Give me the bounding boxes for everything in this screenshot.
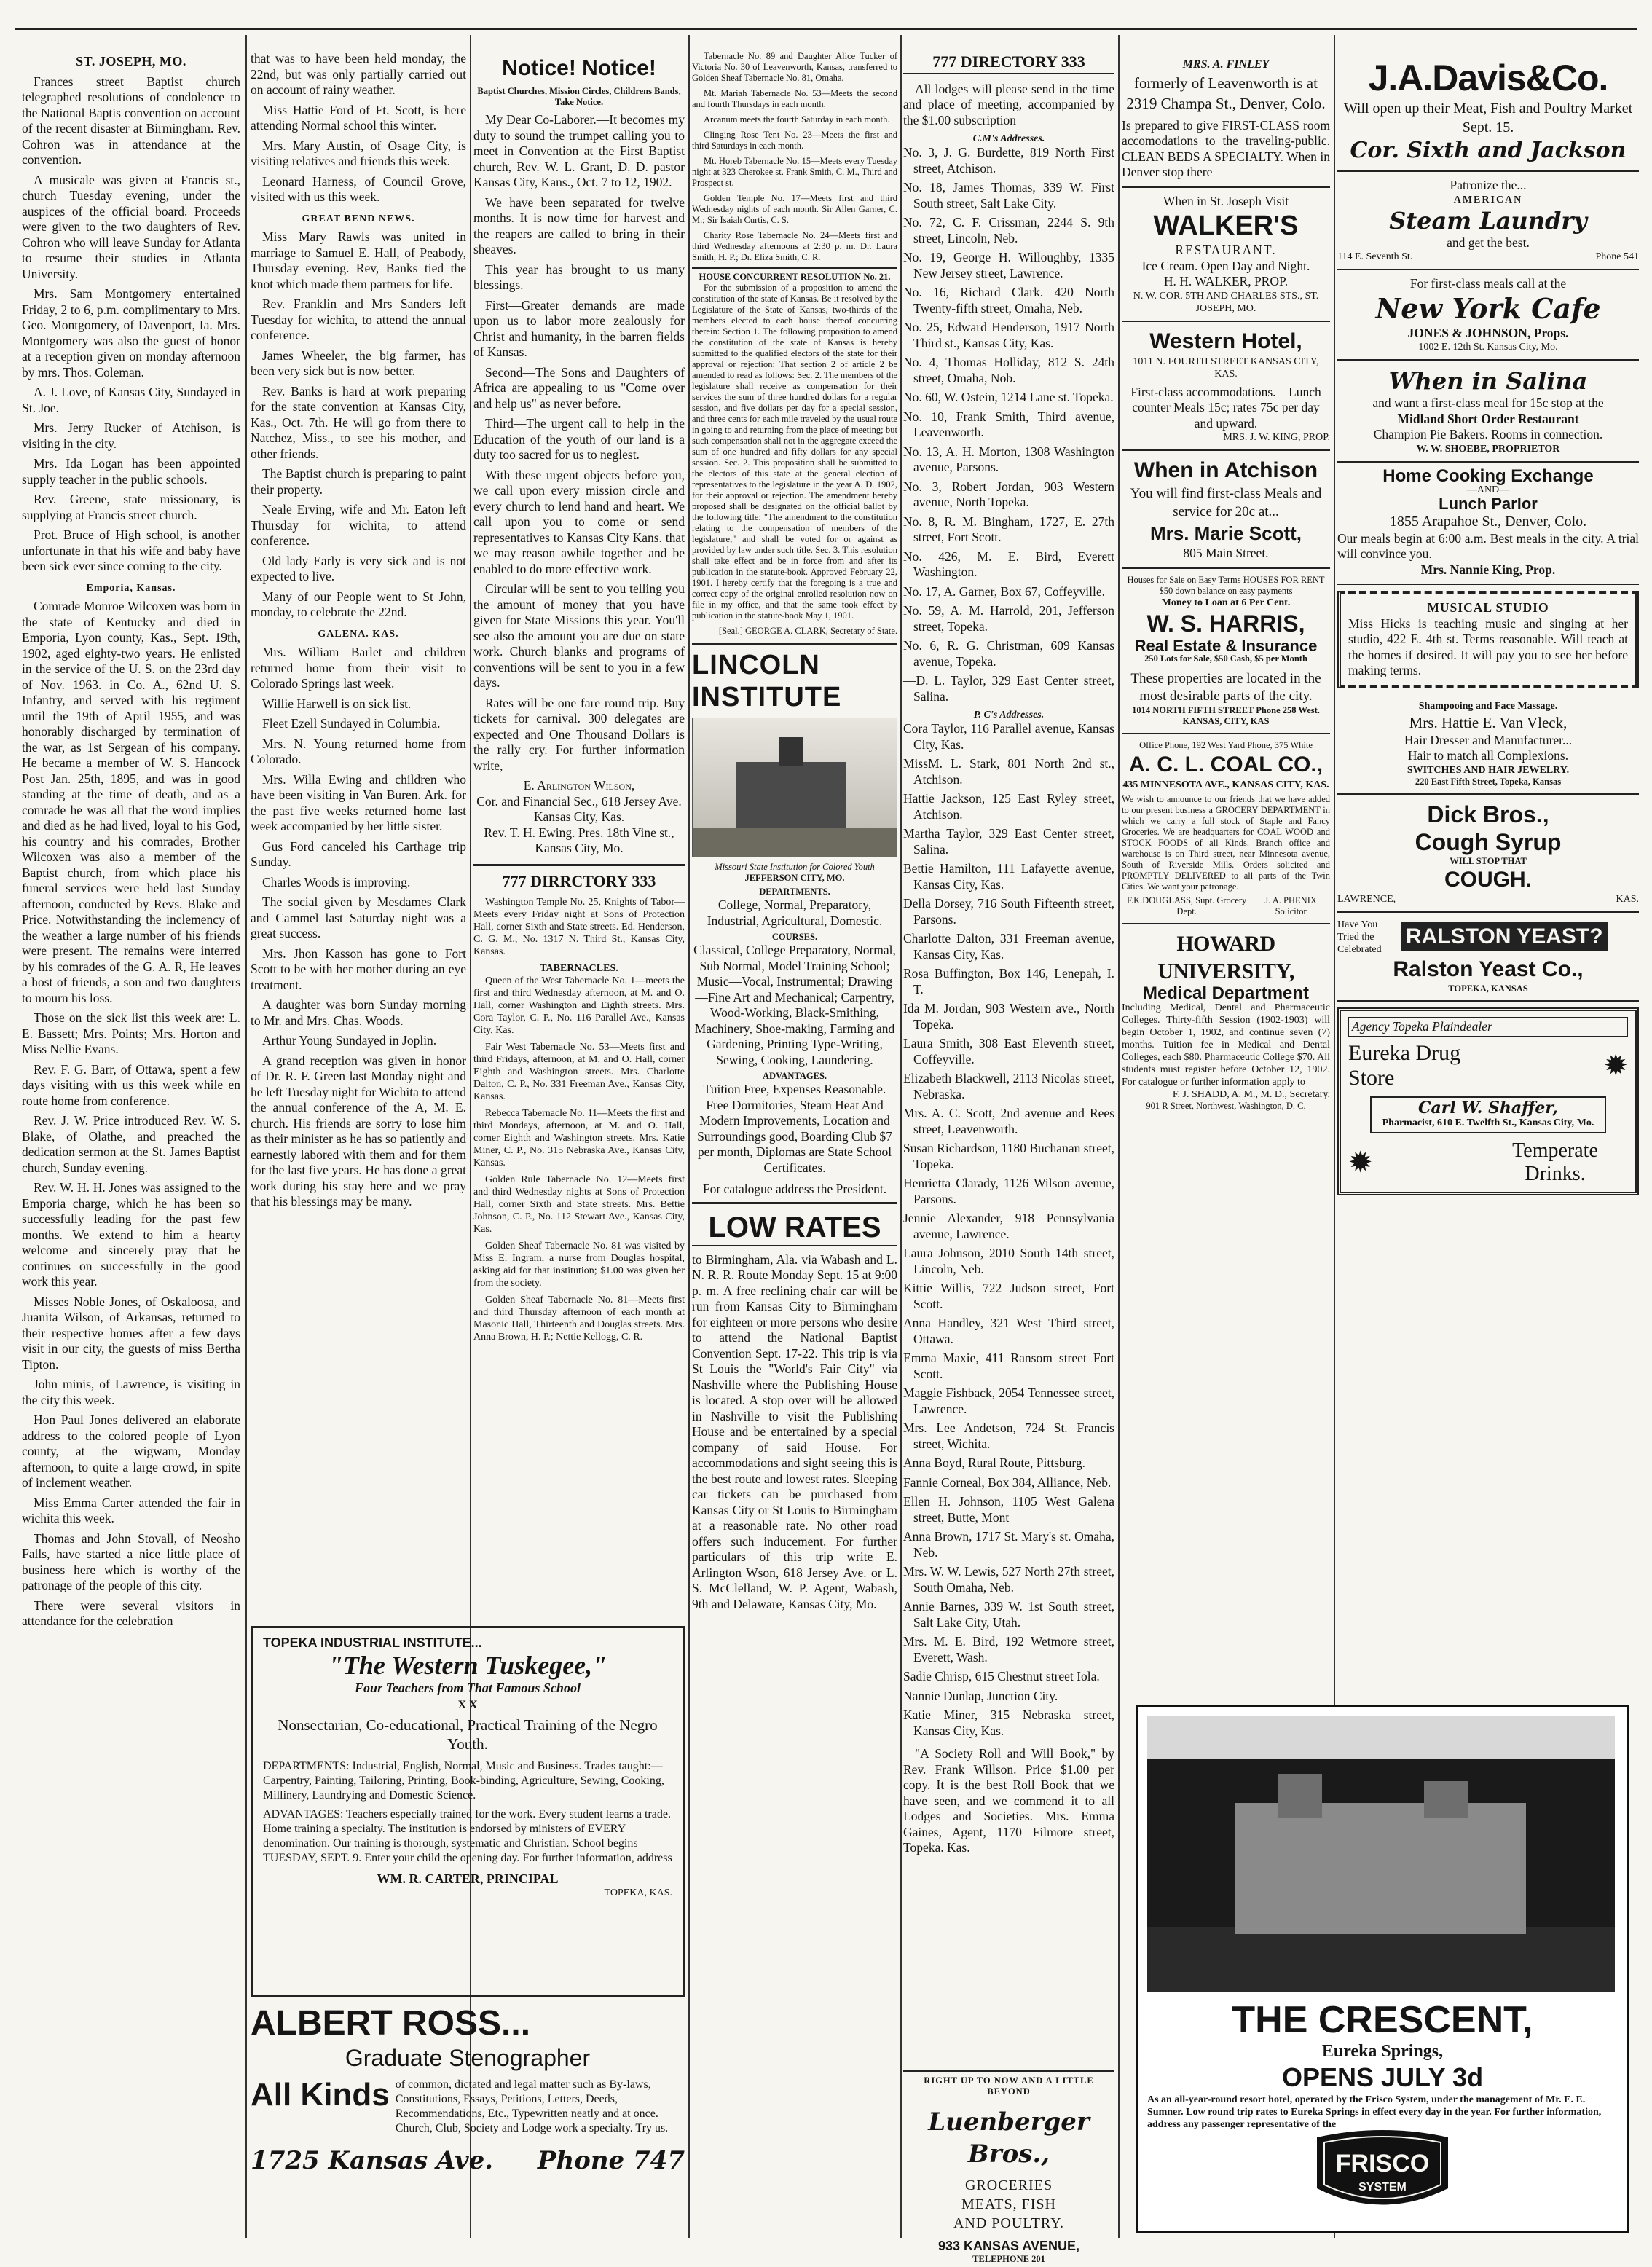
notice-paragraph: This year has brought to us many blessings.: [473, 262, 685, 292]
news-item: Mrs. Sam Montgomery entertained Friday, 2 to 6, p.m. complimentary to Mrs. Geo. Montgomery, of Davenport, Ia. Mrs. Montgomery was also the guest of honor at a reception given on monday afternoon by mrs. Thos. Coleman.: [22, 286, 240, 380]
pc-address: Mrs. Lee Andetson, 724 St. Francis street, Wichita.: [903, 1421, 1114, 1451]
walkers-ad: [1122, 188, 1330, 322]
news-item: Neale Erving, wife and Mr. Eaton left Thursday for wichita, to attend conference.: [251, 502, 466, 548]
cm-address: No. 17, A. Garner, Box 67, Coffeyville.: [903, 584, 1105, 599]
vleck-address: 220 East Fifth Street, Topeka, Kansas: [1415, 776, 1562, 787]
walker-intro: When in St. Joseph Visit: [1163, 193, 1289, 208]
ross-name: ALBERT ROSS...: [251, 2004, 531, 2043]
atchison-name: Mrs. Marie Scott,: [1149, 522, 1302, 544]
ad-ornament: X X: [457, 1699, 478, 1711]
crescent-name: THE CRESCENT,: [1232, 1999, 1533, 2041]
news-item: A daughter was born Sunday morning to Mr. and Mrs. Chas. Woods.: [251, 997, 466, 1028]
cm-heading: C.M's Addresses.: [972, 133, 1045, 144]
column-3: [473, 51, 685, 1661]
notice-paragraph: We have been separated for twelve months. It is now time for harvest and the reapers are called to bring in their sheaves.: [473, 195, 685, 256]
cm-address: No. 16, Richard Clark. 420 North Twenty-fifth street, Omaha, Neb.: [903, 285, 1114, 315]
directory-entry: Queen of the West Tabernacle No. 1—meets the first and third Wednesday afternoon, at M. and O. Hall, corner Washington and Eighth streets. Mrs. Cora Taylor, C. P., No. 116 Parallel Ave., Kansas City, Kas.: [473, 975, 685, 1036]
eureka-carl: Carl W. Shaffer,: [1418, 1099, 1558, 1117]
lincoln-institute-ad: [692, 643, 897, 1204]
directory-subhead: TABERNACLES.: [540, 963, 618, 974]
harris-text: These properties are located in the most desirable parts of the city.: [1130, 671, 1321, 704]
cm-address: No. 6, R. G. Christman, 609 Kansas avenue, Topeka.: [903, 638, 1114, 669]
laundry-address: 114 E. Seventh St.: [1337, 251, 1413, 262]
notice-subtitle: Baptist Churches, Mission Circles, Childrens Bands, Take Notice.: [477, 86, 681, 107]
news-item: Mrs. Ida Logan has been appointed supply teacher in the public schools.: [22, 456, 240, 487]
notice-paragraph: Second—The Sons and Daughters of Africa are appealing to us "Come over and help us" as never before.: [473, 364, 685, 411]
eureka-name: Eureka Drug Store: [1348, 1041, 1461, 1090]
lodge-entry: Mt. Mariah Tabernacle No. 53—Meets the second and fourth Thursdays in each month.: [692, 88, 897, 109]
laundry-american: AMERICAN: [1453, 194, 1523, 205]
harris-address: 1014 NORTH FIFTH STREET Phone 258 West. KANSAS, CITY, KAS: [1132, 705, 1320, 726]
pc-address: Mrs. A. C. Scott, 2nd avenue and Rees street, Leavenworth.: [903, 1106, 1114, 1136]
news-item: Willie Harwell is on sick list.: [262, 696, 412, 711]
eureka-drug-ad: [1337, 1007, 1639, 1195]
resolution-text: For the submission of a proposition to amend the constitution of the state of Kansas. Be it resolved by the Legislature of the State of Kansas, two-thirds of the members elected to each house thereof concurring therein: Section 1. The following proposition to amend the constitution of the state of Kansas is hereby submitted to the qualified electors of the state for their approval or rejection: That section 2 of article 2 be amended to read as follows: Sec. 2. The members of the legislature shall receive as compensation for their services the sum of three hundred dollars for a regular session, and five dollars per day for a special session, and three cents for each mile traveled by the usual route in going to and returning from the place of meeting; but such compensation shall not in the aggregate exceed the sum of one hundred and fifty dollars for any special session. Sec. 2. This proposition shall be submitted to the electors of this state at the general election of representatives to the legislature in the year A. D. 1902, for their approval or rejection. The amendment hereby proposed shall be designated on the official ballot by the following title: "The amendment to the constitution relating to the compensation of members of the legislature," and shall be voted for or against as provided by law under such title. Sec. 3. This resolution shall take effect and be in force from and after its publication in the statute-book. Approved February 22, 1901. I hereby certify that the foregoing is a true and correct copy of the original enrolled resolution now on file in my office, and that the same took effect by publication in the statute-book May 1, 1901.: [692, 283, 897, 621]
news-item: Mrs. Willa Ewing and children who have been visiting in Van Buren. Ark. for the past five weeks returned home last week accompanied by her little sister.: [251, 771, 466, 833]
column-6: [1122, 51, 1330, 1683]
advantages-text: Tuition Free, Expenses Reasonable. Free Dormitories, Steam Heat And Modern Improvements, Location and Surroundings good, Boarding Club $7 per month, Diplomas are State School Certificates.: [697, 1082, 892, 1175]
notice-title: Notice! Notice!: [502, 56, 656, 80]
harris-name: W. S. HARRIS,: [1146, 610, 1305, 637]
grocer-text: GROCERIES MEATS, FISH AND POULTRY.: [953, 2177, 1065, 2231]
walker-name: WALKER'S: [1153, 211, 1299, 241]
pc-address: Kittie Willis, 722 Judson street, Fort Scott.: [903, 1281, 1114, 1311]
ralston-question: RALSTON YEAST?: [1401, 922, 1608, 951]
pc-address: Susan Richardson, 1180 Buchanan street, Topeka.: [903, 1141, 1114, 1171]
directory-entry: Washington Temple No. 25, Knights of Tabor—Meets every Friday night at Sons of Protection Hall, corner Sixth and State streets. Ed. Henderson, C. G. M., No. 1317 N. Third St., Kansas City, Kansas.: [473, 897, 685, 957]
news-item: Arthur Young Sundayed in Joplin.: [262, 1033, 437, 1048]
news-item: Mrs. Mary Austin, of Osage City, is visiting relatives and friends this week.: [251, 138, 466, 168]
signature: E. Arlington Wilson,: [523, 778, 635, 793]
news-item: There were several visitors in attendance for the celebration: [22, 1598, 240, 1628]
finley-name: MRS. A. FINLEY: [1182, 58, 1270, 71]
western-prop: MRS. J. W. KING, PROP.: [1223, 432, 1330, 443]
news-item: James Wheeler, the big farmer, has been very sick but is now better.: [251, 347, 466, 378]
pc-address: Laura Smith, 308 East Eleventh street, Coffeyville.: [903, 1036, 1114, 1066]
eureka-agency: Agency Topeka Plaindealer: [1348, 1017, 1628, 1037]
cm-address: No. 59, A. M. Harrold, 201, Jefferson street, Topeka.: [903, 603, 1114, 634]
music-heading: MUSICAL STUDIO: [1427, 600, 1549, 615]
news-item: The social given by Mesdames Clark and Cammel last Saturday night was a great success.: [251, 895, 466, 940]
luenberger-ad: [903, 2070, 1114, 2264]
crescent-opens: OPENS JULY 3d: [1281, 2062, 1484, 2092]
ralston-name: Ralston Yeast Co.,: [1393, 956, 1584, 981]
davis-name: J.A.Davis&Co.: [1368, 58, 1608, 98]
musical-studio-ad: [1337, 591, 1639, 688]
walker-address: N. W. COR. 5TH AND CHARLES STS., ST. JOSEPH, MO.: [1133, 290, 1319, 314]
hotel-photo: [1147, 1716, 1615, 1992]
salina-prop: W. W. SHOEBE, PROPRIETOR: [1416, 443, 1560, 455]
directory-entry: Golden Rule Tabernacle No. 12—Meets first and third Wednesday nights at Sons of Protection Hall, corner Sixth and State streets. Mrs. Bettie Johnson, C. P., No. 112 Stewart Ave., Kansas City, Kas.: [473, 1174, 685, 1235]
topeka-institute-ad: [251, 1626, 685, 1997]
albert-ross-ad: [251, 2003, 685, 2236]
pc-address: Maggie Fishback, 2054 Tennessee street, Lawrence.: [903, 1386, 1114, 1416]
cm-address: No. 13, A. H. Morton, 1308 Washington avenue, Parsons.: [903, 444, 1114, 474]
society-roll-notice: "A Society Roll and Will Book," by Rev. Frank Willson. Price $1.00 per copy. It is the best Roll Book that we have seen, and we commend it to all Lodges and Societies. Mrs. Emma Gaines, Agent, 1170 Filmore street, Topeka. Kas.: [903, 1746, 1114, 1855]
notice-paragraph: Third—The urgent call to help in the Education of the youth of our land is a duty too sacred for us to neglest.: [473, 416, 685, 462]
news-item: A. J. Love, of Kansas City, Sundayed in St. Joe.: [22, 385, 240, 415]
lodge-entry: Tabernacle No. 89 and Daughter Alice Tucker of Victoria No. 30 of Leavenworth, Kansas, transferred to Golden Sheaf Tabernacle No. 81, Omaha.: [692, 51, 897, 83]
pc-address: Hattie Jackson, 125 East Ryley street, Atchison.: [903, 791, 1114, 822]
directory-entry: Golden Sheaf Tabernacle No. 81—Meets first and third Thursday afternoon of each month at Masonic Hall, Thirteenth and Douglas streets. Mrs. Anna Brown, H. P.; Nettie Kellogg, C. R.: [473, 1294, 685, 1343]
dick-state: KAS.: [1616, 893, 1639, 905]
news-item: Miss Emma Carter attended the fair in wichita this week.: [22, 1495, 240, 1525]
pc-address: Sadie Chrisp, 615 Chestnut street Iola.: [903, 1669, 1100, 1683]
crescent-text: As an all-year-round resort hotel, operated by the Frisco System, under the management of Mr. E. E. Sumner. Low round trip rates to Eureka Springs in effect every day in the year. For further information, address any passenger representative of the: [1147, 2094, 1602, 2130]
home-address: 1855 Arapahoe St., Denver, Colo.: [1389, 513, 1587, 530]
pc-address: Della Dorsey, 716 South Fifteenth street, Parsons.: [903, 896, 1114, 927]
notice-paragraph: My Dear Co-Laborer.—It becomes my duty to sound the trumpet calling you to meet in Convention at the First Baptist church, Rev. W. L. Grant, D. D. pastor Kansas City, Kans., Oct. 7 to 12, 1902.: [473, 112, 685, 189]
news-item: Hon Paul Jones delivered an elaborate address to the colored people of Lyon county, at the wigwam, Monday afternoon, to quite a large crowd, in spite of inclement weather.: [22, 1413, 240, 1490]
cm-address: No. 426, M. E. Bird, Everett Washington.: [903, 549, 1114, 579]
howard-address: 901 R Street, Northwest, Washington, D. C.: [1146, 1100, 1306, 1111]
cafe-intro: For first-class meals call at the: [1409, 276, 1567, 291]
home-text: Our meals begin at 6:00 a.m. Best meals in the city. A trial will convince you.: [1337, 530, 1639, 561]
pc-address: Henrietta Clarady, 1126 Wilson avenue, Parsons.: [903, 1176, 1114, 1206]
resolution-heading: HOUSE CONCURRENT RESOLUTION No. 21.: [699, 272, 891, 282]
pc-address: Bettie Hamilton, 111 Lafayette avenue, Kansas City, Kas.: [903, 861, 1114, 892]
news-item: Rev. J. W. Price introduced Rev. W. S. Blake, of Olathe, and preached the dedication sermon at the St. James Baptist church, Sunday evening.: [22, 1113, 240, 1175]
crescent-ad: [1136, 1705, 1629, 2233]
grocer-telephone: TELEPHONE 201: [972, 2254, 1045, 2264]
crescent-location: Eureka Springs,: [1321, 2042, 1444, 2061]
signature: Rev. T. H. Ewing. Pres. 18th Vine st., Kansas City, Mo.: [484, 825, 674, 855]
coal-phone: Office Phone, 192 West Yard Phone, 375 White: [1139, 740, 1313, 750]
music-text: Miss Hicks is teaching music and singing at her studio, 422 E. 4th st. Terms reasonable. Will teach at the homes if desired. It will pay you to see her before making terms.: [1348, 616, 1628, 677]
column-rule: [900, 35, 902, 2238]
news-item: Rev. W. H. H. Jones was assigned to the Emporia charge, which he has been so successfully leading for the past few months. We extend to him a hearty welcome and sincerely pray that he continues on successfully in the good work this year.: [22, 1180, 240, 1289]
vleck-text: Hair to match all Complexions.: [1407, 748, 1569, 763]
departments-text: College, Normal, Preparatory, Industrial, Agricultural, Domestic.: [707, 897, 883, 928]
cafe-props: JONES & JOHNSON, Props.: [1407, 325, 1569, 340]
cm-address: No. 4, Thomas Holliday, 812 S. 24th street, Omaha, Nob.: [903, 355, 1114, 385]
home-sub: Lunch Parlor: [1439, 495, 1538, 513]
dick-name: Dick Bros.,: [1427, 801, 1549, 828]
news-item: Gus Ford canceled his Carthage trip Sunday.: [251, 838, 466, 869]
ralston-ad: [1337, 913, 1639, 1002]
ad-subtitle: Four Teachers from That Famous School: [355, 1681, 581, 1695]
coal-text: We wish to announce to our friends that we have added to our present business a GROCERY DEPARTMENT in which we carry a full stock of Staple and Fancy Groceries. We are headquarters for COAL WOOD and STOCK FOODS of all Kinds. Branch office and warehouse is on Third street, near Minnesota avenue, South of Riverside Mills. Orders solicited and PROMPTLY DELIVERED to all parts of the Twin Cities. We want your patronage.: [1122, 794, 1330, 892]
directory-section: [473, 864, 685, 1344]
pc-address: Mrs. M. E. Bird, 192 Wetmore street, Everett, Wash.: [903, 1634, 1114, 1665]
coal-signer: F.K.DOUGLASS, Supt. Grocery Dept.: [1127, 895, 1247, 916]
harris-loan: Money to Loan at 6 Per Cent.: [1161, 597, 1291, 608]
harris-top: Houses for Sale on Easy Terms HOUSES FOR RENT $50 down balance on easy payments: [1127, 574, 1325, 596]
vleck-name: Mrs. Hattie E. Van Vleck,: [1409, 713, 1568, 731]
lincoln-city: JEFFERSON CITY, MO.: [744, 873, 845, 883]
dick-will: WILL STOP THAT: [1450, 855, 1527, 866]
atchison-address: 805 Main Street.: [1183, 546, 1269, 560]
atchison-text: You will find first-class Meals and service for 20c at...: [1130, 486, 1322, 519]
cm-address: No. 10, Frank Smith, Third avenue, Leavenworth.: [903, 409, 1114, 439]
lodge-entry: Golden Temple No. 17—Meets first and third Wednesday nights of each month. Sir Allen Garner, C. M.; Sir Isaiah Curtis, C. S.: [692, 193, 897, 225]
ross-all-kinds: All Kinds: [251, 2077, 390, 2113]
notice-paragraph: With these urgent objects before you, we call upon every mission circle and every church to lend hand and heart. We call upon you to come or send representatives to Kansas City Kans. that we may reason awhile together and be enabled to do more effective work.: [473, 467, 685, 576]
walker-text: Ice Cream. Open Day and Night.: [1141, 258, 1310, 273]
finley-ad: [1122, 51, 1330, 188]
salina-name: Midland Short Order Restaurant: [1397, 411, 1579, 426]
news-item: Comrade Monroe Wilcoxen was born in the state of Kentucky and died in Emporia, Lyon county, Kas., Sept. 19th, 1902, aged eighty-two years. He enlisted in the service of the U. S. on the 23rd day of Nov. 1963. in Co. A., 62nd U. S. Infantry, and served with his regiment until the 19th of April 1955, and was honorably discharged by termination of the war, as 1st Sergean of his company. He became a member of W. S. Hancock Post Jan. 25th, 1895, and was in good standing at the time of death, and as a comrade he was all that the word implies and died as he had lived, loyal to his God, his country and his comrades, Brother Wilcoxen was also a member of the Baptist church, from which place his funeral services were held last Sunday afternoon, conducted by Revs. Blake and Price. Notwithstanding the inclemency of the weather a large number of his friends were present. The remains were interred by his comrades of the G. A. R, He leaves a host of friends, a son and two daughters to mourn his loss.: [22, 599, 240, 1005]
news-item: Mrs. William Barlet and children returned home from their visit to Colorado Springs last week.: [251, 645, 466, 691]
departments-heading: DEPARTMENTS.: [759, 887, 830, 897]
lodge-entry: Clinging Rose Tent No. 23—Meets the first and third Saturdays in each month.: [692, 130, 897, 151]
cm-address: No. 3, J. G. Burdette, 819 North First street, Atchison.: [903, 145, 1114, 176]
column-2: [251, 51, 466, 1661]
pc-heading: P. C's Addresses.: [973, 710, 1045, 720]
cm-address: —D. L. Taylor, 329 East Center street, Salina.: [903, 673, 1114, 704]
news-item: that was to have been held monday, the 22nd, but was only partially carried out on account of rainy weather.: [251, 51, 466, 97]
cm-address: No. 72, C. F. Crissman, 2244 S. 9th street, Lincoln, Neb.: [903, 215, 1114, 245]
low-rates-text: to Birmingham, Ala. via Wabash and L. N. R. R. Route Monday Sept. 15 at 9:00 p. m. A free reclining chair car will be run from Kansas City to Birmingham for eighteen or more persons who desire to attend the National Baptist Convention Sept. 17-22. This trip is via St Louis the "World's Fair City" via Nashville where the Publishing House is located. A stop over will be allowed in Nashville to visit the Publishing House and be entertained by a special company of said House. For accommodations and sight seeing this is the best route and lowest rates. Sleeping car tickets can be purchased from Kansas City or St Louis to Birmingham at a reasonable rate. No other road offers such inducement. For further particulars of this trip write E. Arlington Wson, 618 Jersey Ave. or L. S. McClelland, W. P. Agent, Wabash, 9th and Delaware, Kansas City, Mo.: [692, 1252, 897, 1611]
directory-heading: 777 DIRRCTORY 333: [502, 871, 656, 890]
notice-paragraph: First—Greater demands are made upon us to labor more zealously for Christ and humanity, in the barren fields of Kansas.: [473, 297, 685, 359]
ad-description: Nonsectarian, Co-educational, Practical Training of the Negro Youth.: [278, 1716, 658, 1753]
lincoln-title: LINCOLN INSTITUTE: [692, 650, 842, 712]
dick-city: LAWRENCE,: [1337, 893, 1396, 905]
dick-cough: COUGH.: [1444, 867, 1532, 892]
column-1: [22, 51, 240, 2236]
atchison-ad: [1122, 451, 1330, 569]
ross-subtitle: Graduate Stenographer: [345, 2045, 591, 2071]
advantages-heading: ADVANTAGES.: [762, 1071, 827, 1081]
news-item: Miss Hattie Ford of Ft. Scott, is here attending Normal school this winter.: [251, 102, 466, 133]
directory-heading: 777 DIRECTORY 333: [903, 54, 1114, 74]
davis-location: Cor. Sixth and Jackson: [1350, 138, 1627, 163]
signature: Cor. and Financial Sec., 618 Jersey Ave. Kansas City, Kas.: [476, 793, 682, 824]
notice-paragraph: Rates will be one fare round trip. Buy tickets for carnival. 300 delegates are expected and One Thousand Dollars is the rally cry. For further information write,: [473, 695, 685, 773]
news-item: A musicale was given at Francis st., church Tuesday evening, under the auspices of the official board. Proceeds were given to the two daughters of Rev. Cohron who will leave Sunday for Atlanta to resume their studies in Atlanta University.: [22, 172, 240, 281]
laundry-name: Steam Laundry: [1389, 206, 1587, 235]
resolution-signature: [Seal.] GEORGE A. CLARK, Secretary of State.: [718, 626, 897, 636]
pc-address: Ellen H. Johnson, 1105 West Galena street, Butte, Mont: [903, 1494, 1114, 1525]
coal-signer: J. A. PHENIX Solicitor: [1264, 895, 1317, 916]
howard-name: HOWARD UNIVERSITY,: [1157, 932, 1294, 983]
pc-address: Rosa Buffington, Box 146, Lenepah, I. T.: [903, 966, 1114, 997]
pc-address: Elizabeth Blackwell, 2113 Nicolas street, Nebraska.: [903, 1071, 1114, 1101]
vleck-sub: Hair Dresser and Manufacturer...: [1404, 732, 1573, 747]
ad-city: TOPEKA, KAS.: [604, 1887, 672, 1898]
coal-company-ad: [1122, 734, 1330, 924]
notice-paragraph: Circular will be sent to you telling you the amount of money that you have given for State Missions this year. You'll see also the amount you are due on state work. Church blanks and programs of conventions will be sent to you in a few days.: [473, 581, 685, 690]
courses-text: Classical, College Preparatory, Normal, Sub Normal, Model Training School; Music—Vocal, Instrumental; Drawing—Fine Art and Mechanical; Carpentry, Wood-Working, Black-Smithing, Machinery, Shoe-making, Farming and Gardening, Printing Type-Writing, Sewing, Cooking, Laundering.: [693, 943, 896, 1067]
laundry-phone: Phone 541: [1595, 251, 1639, 262]
column-rule: [245, 35, 247, 2238]
pc-address: Anna Brown, 1717 St. Mary's st. Omaha, Neb.: [903, 1529, 1114, 1560]
lodge-entry: Charity Rose Tabernacle No. 24—Meets first and third Wednesday afternoons at 2:30 p. m. Dr. Laura Smith, H. P.; Dr. Eliza Smith, C. R.: [692, 230, 897, 262]
news-item: John minis, of Lawrence, is visiting in the city this week.: [22, 1377, 240, 1407]
star-ornament-icon: ✹: [1348, 1145, 1373, 1179]
western-address: 1011 N. FOURTH STREET KANSAS CITY, KAS.: [1133, 355, 1319, 380]
pc-address: Katie Miner, 315 Nebraska street, Kansas City, Kas.: [903, 1708, 1114, 1738]
pc-address: Annie Barnes, 339 W. 1st South street, Salt Lake City, Utah.: [903, 1599, 1114, 1630]
finley-text: Is prepared to give FIRST-CLASS room accomodations to the traveling-public. CLEAN BEDS A SPECIALTY. When in Denver stop there: [1122, 117, 1330, 179]
pc-address: Ida M. Jordan, 903 Western ave., North Topeka.: [903, 1001, 1114, 1032]
grocer-tagline: RIGHT UP TO NOW AND A LITTLE BEYOND: [924, 2075, 1094, 2097]
section-heading: ST. JOSEPH, MO.: [76, 54, 186, 68]
pc-address: Martha Taylor, 329 East Center street, Salina.: [903, 826, 1114, 857]
pc-address: Emma Maxie, 411 Ransom street Fort Scott.: [903, 1351, 1114, 1381]
catalogue-note: For catalogue address the President.: [702, 1182, 887, 1196]
laundry-intro: Patronize the...: [1450, 178, 1527, 192]
column-4: [692, 51, 897, 2236]
dick-bros-ad: [1337, 795, 1639, 913]
coal-address: 435 MINNESOTA AVE., KANSAS CITY, KAS.: [1122, 779, 1329, 790]
cm-address: No. 25, Edward Henderson, 1917 North Third st., Kansas City, Kas.: [903, 320, 1114, 350]
low-rates-title: LOW RATES: [692, 1210, 897, 1246]
davis-ad: [1337, 51, 1639, 172]
cm-address: No. 3, Robert Jordan, 903 Western avenue, North Topeka.: [903, 479, 1114, 509]
news-item: The Baptist church is preparing to paint their property.: [251, 466, 466, 497]
news-item: Rev. Greene, state missionary, is supplying at Francis street church.: [22, 492, 240, 522]
news-item: Charles Woods is improving.: [262, 874, 411, 889]
eureka-address: Pharmacist, 610 E. Twelfth St., Kansas City, Mo.: [1382, 1117, 1594, 1128]
section-heading: Emporia, Kansas.: [86, 582, 176, 594]
news-item: Misses Noble Jones, of Oskaloosa, and Juanita Wilson, of Arkansas, returned to their respective homes after a few days visit in our city, the guests of miss Bertha Tipton.: [22, 1294, 240, 1372]
cafe-ad: [1337, 270, 1639, 361]
howard-university-ad: [1122, 924, 1330, 1117]
dick-sub: Cough Syrup: [1415, 828, 1562, 855]
lincoln-subtitle: Missouri State Institution for Colored Youth: [715, 862, 875, 872]
news-item: Mrs. Jhon Kasson has gone to Fort Scott to be with her mother during an eye treatment.: [251, 946, 466, 992]
ross-address: 1725 Kansas Ave.: [251, 2146, 494, 2175]
news-item: Rev. Banks is hard at work preparing for the state convention at Kansas City, Kas., Oct. 7th. He will go from there to Natchez, Miss., to see his mother, and other friends.: [251, 383, 466, 461]
news-item: A grand reception was given in honor of Dr. R. F. Green last Monday night and he left Tuesday night for Wichita to attend the annual conference of the A, M. E. church. His friends are sorry to lose him as their minister as he has so patiently and earnestly labored with them and for them for the last five years. He has done a great work during his stay here and we pray that his blessings may be many.: [251, 1053, 466, 1209]
pc-address: Mrs. W. W. Lewis, 527 North 27th street, South Omaha, Neb.: [903, 1564, 1114, 1595]
news-item: Many of our People went to St John, monday, to celebrate the 22nd.: [251, 589, 466, 619]
news-item: Fleet Ezell Sundayed in Columbia.: [262, 716, 441, 731]
lodge-entry: Arcanum meets the fourth Saturday in each month.: [704, 114, 890, 125]
cm-address: No. 60, W. Ostein, 1214 Lane st. Topeka.: [903, 390, 1114, 404]
news-item: Those on the sick list this week are: L. E. Bassett; Mrs. Points; Mrs. Horton and Miss Nellie Evans.: [22, 1010, 240, 1056]
grocer-address: 933 KANSAS AVENUE,: [937, 2239, 1080, 2253]
howard-text: Including Medical, Dental and Pharmaceutic Colleges. Thirty-fifth Session (1902-1903) will begin October 1, 1902, and continue seven (7) months. Tuition fee in Medical and Dental Colleges, each $80. Pharmaceutic College $70. All students must register before October 12, 1902. For catalogue or further information apply to: [1122, 1002, 1330, 1088]
home-and: —AND—: [1466, 484, 1510, 495]
harris-lots: 250 Lots for Sale, $50 Cash, $5 per Month: [1144, 653, 1307, 664]
walker-prop: H. H. WALKER, PROP.: [1163, 274, 1289, 288]
ross-text: of common, dictated and legal matter such as By-laws, Constitutions, Essays, Petitions, Letters, Deeds, Recommendations, Etc., Typewritten neatly and at once. Church, Club, Society and Lodge work a specialty. Try us.: [395, 2078, 669, 2134]
ralston-intro: Have You Tried the Celebrated: [1337, 919, 1382, 955]
courses-heading: COURSES.: [771, 932, 818, 942]
column-5: [903, 51, 1114, 2062]
atchison-heading: When in Atchison: [1133, 458, 1318, 482]
pc-address: Charlotte Dalton, 331 Freeman avenue, Kansas City, Kas.: [903, 931, 1114, 962]
vleck-switches: SWITCHES AND HAIR JEWELRY.: [1407, 764, 1570, 776]
column-rule: [1118, 35, 1120, 2238]
news-item: Prot. Bruce of High school, is another unfortunate in that his wife and baby have been sick ever since coming to the city.: [22, 527, 240, 573]
harris-sub: Real Estate & Insurance: [1134, 636, 1318, 655]
cafe-name: New York Cafe: [1375, 291, 1601, 325]
vanvleck-ad: [1337, 694, 1639, 795]
news-item: Mrs. Jerry Rucker of Atchison, is visiting in the city.: [22, 420, 240, 451]
news-item: Miss Mary Rawls was united in marriage to Samuel E. Hall, of Peabody, Thursday evening. Rev, Banks tied the knot which made them partners for life.: [251, 229, 466, 291]
eureka-drinks: Temperate Drinks.: [1512, 1139, 1598, 1185]
home-cooking-ad: [1337, 463, 1639, 586]
directory-entry: Rebecca Tabernacle No. 11—Meets the first and third Mondays, afternoon, at M. and O. Hall, corner Eighth and Washington streets. Mrs. Katie Miner, C. P., No. 315 Nebraska Ave., Kansas City, Kansas.: [473, 1108, 685, 1168]
pc-address: Jennie Alexander, 918 Pennsylvania avenue, Lawrence.: [903, 1211, 1114, 1241]
finley-text: formerly of Leavenworth is at 2319 Champa St., Denver, Colo.: [1126, 74, 1326, 112]
ad-heading: TOPEKA INDUSTRIAL INSTITUTE...: [263, 1635, 482, 1650]
howard-sub: Medical Department: [1142, 983, 1310, 1003]
western-text: First-class accommodations.—Lunch counter Meals 15c; rates 75c per day and upward.: [1130, 384, 1321, 431]
ralston-address: TOPEKA, KANSAS: [1448, 983, 1528, 994]
news-item: Old lady Early is very sick and is not expected to live.: [251, 553, 466, 584]
western-hotel-ad: [1122, 322, 1330, 452]
frisco-system-text: SYSTEM: [1358, 2181, 1407, 2193]
howard-signature: F. J. SHADD, A. M., M. D., Secretary.: [1172, 1088, 1330, 1100]
ad-title: "The Western Tuskegee,": [328, 1651, 607, 1680]
salina-ad: [1337, 361, 1639, 463]
pc-address: Laura Johnson, 2010 South 14th street, Lincoln, Neb.: [903, 1246, 1114, 1276]
pc-address: Anna Boyd, Rural Route, Pittsburg.: [903, 1455, 1086, 1470]
campus-illustration: [692, 718, 897, 857]
news-item: Mrs. N. Young returned home from Colorado.: [251, 736, 466, 766]
vleck-top: Shampooing and Face Massage.: [1418, 700, 1558, 712]
directory-entry: Fair West Tabernacle No. 53—Meets first and third Fridays, afternoon, at M. and O. Hall, corner Eighth and Washington streets. Mrs. Charlotte Dalton, C. P., No. 331 Freeman Ave., Kansas City, Kansas.: [473, 1042, 685, 1102]
laundry-ad: [1337, 172, 1639, 270]
frisco-text: FRISCO: [1335, 2150, 1430, 2177]
harris-ad: [1122, 569, 1330, 735]
pc-address: Anna Handley, 321 West Third street, Ottawa.: [903, 1316, 1114, 1346]
ross-phone: Phone 747: [537, 2146, 685, 2175]
directory-intro: All lodges will please send in the time and place of meeting, accompanied by the $1.00 subscription: [903, 81, 1114, 127]
pc-address: Fannie Corneal, Box 384, Alliance, Neb.: [903, 1474, 1112, 1490]
news-item: Rev. Franklin and Mrs Sanders left Tuesday for wichita, to attend the annual conference.: [251, 296, 466, 342]
ad-departments: DEPARTMENTS: Industrial, English, Normal, Music and Business. Trades taught:—Carpentry, Painting, Tailoring, Printing, Book-binding, Agriculture, Sewing, Cooking, Millinery, Laundrying and Domestic Science.: [263, 1760, 664, 1802]
ad-signature: WM. R. CARTER, PRINCIPAL: [377, 1871, 559, 1886]
home-prop: Mrs. Nannie King, Prop.: [1420, 562, 1556, 577]
pc-address: Cora Taylor, 116 Parallel avenue, Kansas City, Kas.: [903, 721, 1114, 752]
cafe-address: 1002 E. 12th St. Kansas City, Mo.: [1418, 342, 1558, 353]
column-7: [1337, 51, 1639, 1675]
laundry-post: and get the best.: [1447, 235, 1530, 250]
star-ornament-icon: ✹: [1603, 1049, 1628, 1083]
directory-entry: Golden Sheaf Tabernacle No. 81 was visited by Miss E. Ingram, a nurse from Douglas hospital, asking aid for that institution; $1.00 was given her from the society.: [473, 1241, 685, 1289]
davis-text: Will open up their Meat, Fish and Poultry Market Sept. 15.: [1343, 101, 1633, 135]
cm-address: No. 18, James Thomas, 339 W. First South street, Salt Lake City.: [903, 180, 1114, 211]
western-name: Western Hotel,: [1149, 329, 1302, 353]
lodge-entry: Mt. Horeb Tabernacle No. 15—Meets every Tuesday night at 323 Cherokee st. Frank Smith, C. M., Third and Prospect st.: [692, 156, 897, 188]
news-item: Rev. F. G. Barr, of Ottawa, spent a few days visiting with us this week while en route home from conference.: [22, 1061, 240, 1108]
pc-address: Nannie Dunlap, Junction City.: [903, 1688, 1058, 1703]
frisco-logo: [1310, 2126, 1455, 2221]
salina-text: Champion Pie Bakers. Rooms in connection.: [1373, 427, 1603, 441]
salina-heading: When in Salina: [1388, 367, 1588, 395]
coal-name: A. C. L. COAL CO.,: [1128, 753, 1323, 777]
ad-advantages: ADVANTAGES: Teachers especially trained for the work. Every student learns a trade. Home training a specialty. The institution is endorsed by ministers of EVERY denomination. Our training is thorough, systematic and Christian. School begins TUESDAY, SEPT. 9. Enter your child the opening day. For further information, address: [263, 1808, 672, 1864]
cm-address: No. 19, George H. Willoughby, 1335 New Jersey street, Lawrence.: [903, 250, 1114, 280]
news-item: Leonard Harness, of Council Grove, visited with us this week.: [251, 173, 466, 204]
top-rule: [15, 28, 1637, 30]
column-rule: [688, 35, 690, 2238]
salina-text: and want a first-class meal for 15c stop at the: [1372, 396, 1604, 410]
section-heading: GREAT BEND NEWS.: [302, 213, 415, 224]
home-name: Home Cooking Exchange: [1382, 465, 1594, 486]
section-heading: GALENA. KAS.: [318, 628, 399, 640]
news-item: Frances street Baptist church telegraphed resolutions of condolence to the National Baptis convention on account of the recent disaster at Birmingham. Rev. Cohron was in attendance at the convention.: [22, 74, 240, 167]
walker-sub: RESTAURANT.: [1175, 243, 1277, 257]
grocer-name: Luenberger Bros.,: [928, 2107, 1090, 2169]
cm-address: No. 8, R. M. Bingham, 1727, E. 27th street, Fort Scott.: [903, 514, 1114, 544]
news-item: Thomas and John Stovall, of Neosho Falls, have started a nice little place of business here which is worthy of the patronage of the people of this city.: [22, 1531, 240, 1592]
pc-address: MissM. L. Stark, 801 North 2nd st., Atchison.: [903, 756, 1114, 787]
